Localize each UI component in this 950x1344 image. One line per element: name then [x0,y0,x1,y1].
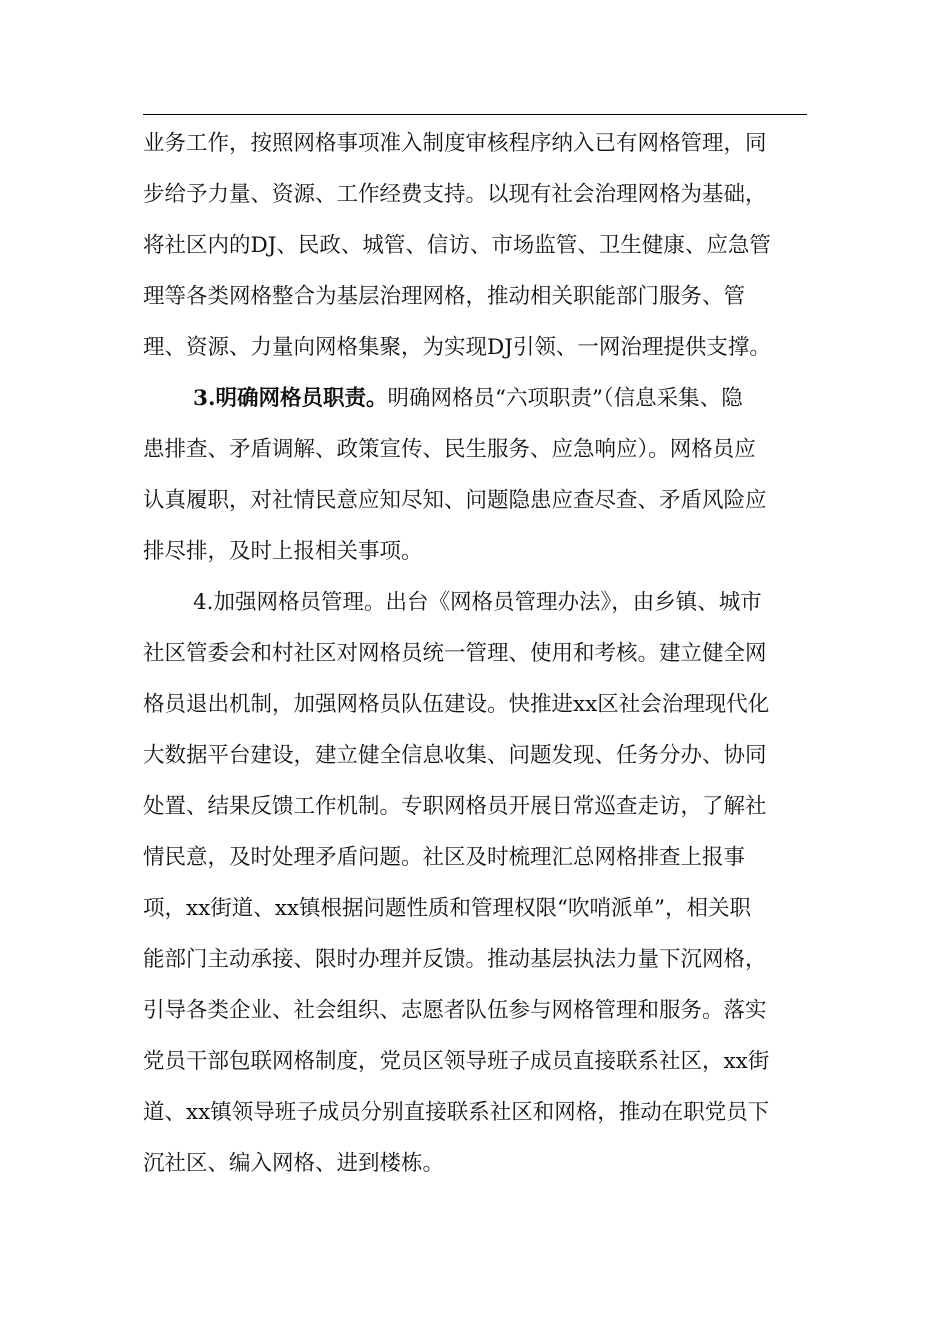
header-rule [143,114,807,115]
text-line: 党员干部包联网格制度，党员区领导班子成员直接联系社区，xx街 [143,1049,770,1074]
paragraph-4-first-line: 4.加强网格员管理。出台《网格员管理办法》，由乡镇、城市 [193,590,762,615]
text-line: 患排查、矛盾调解、政策宣传、民生服务、应急响应）。网格员应 [143,437,756,462]
text-line: 引导各类企业、社会组织、志愿者队伍参与网格管理和服务。落实 [143,998,767,1023]
body-text [143,118,807,1189]
text-line: 格员退出机制，加强网格员队伍建设。快推进xx区社会治理现代化 [143,692,770,717]
text-line: 排尽排，及时上报相关事项。 [143,539,423,564]
paragraph-3-first-line [143,373,807,424]
text-line: 将社区内的DJ、民政、城管、信访、市场监管、卫生健康、应急管 [143,233,771,258]
text-line: 沉社区、编入网格、进到楼栋。 [143,1151,445,1176]
text-line: 理、资源、力量向网格集聚，为实现DJ引领、一网治理提供支撑。 [143,335,771,360]
paragraph-3-heading: 3.明确网格员职责。 [193,386,388,411]
text-line: 能部门主动承接、限时办理并反馈。推动基层执法力量下沉网格， [143,947,767,972]
text-line: 情民意，及时处理矛盾问题。社区及时梳理汇总网格排查上报事 [143,845,746,870]
paragraph-3-lead-text: 明确网格员“六项职责”（信息采集、隐 [387,386,743,411]
text-line: 社区管委会和村社区对网格员统一管理、使用和考核。建立健全网 [143,641,767,666]
text-line: 业务工作，按照网格事项准入制度审核程序纳入已有网格管理，同 [143,131,767,156]
text-line: 认真履职，对社情民意应知尽知、问题隐患应查尽查、矛盾风险应 [143,488,767,513]
text-line: 大数据平台建设，建立健全信息收集、问题发现、任务分办、协同 [143,743,767,768]
text-line: 步给予力量、资源、工作经费支持。以现有社会治理网格为基础， [143,182,767,207]
text-line: 项，xx街道、xx镇根据问题性质和管理权限“吹哨派单”，相关职 [143,896,751,921]
text-line: 处置、结果反馈工作机制。专职网格员开展日常巡查走访，了解社 [143,794,767,819]
text-line: 理等各类网格整合为基层治理网格，推动相关职能部门服务、管 [143,284,746,309]
text-line: 道、xx镇领导班子成员分别直接联系社区和网格，推动在职党员下 [143,1100,770,1125]
